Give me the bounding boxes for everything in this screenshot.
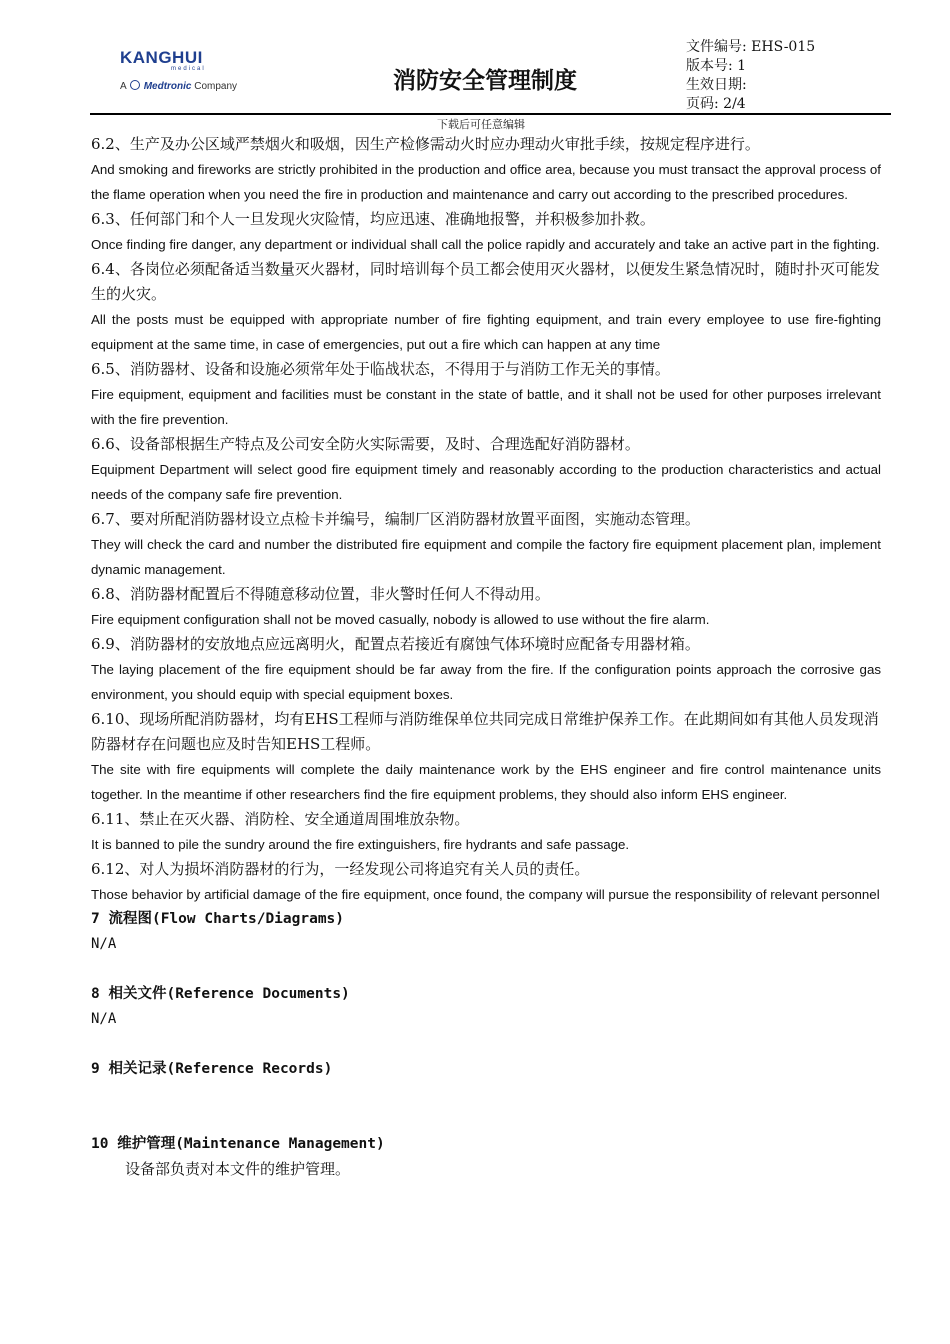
- spacer: [91, 957, 881, 982]
- clause-en: Fire equipment, equipment and facilities must be constant in the state of battle, and it shall not be used for other purposes irrelevant with the fire prevention.: [91, 387, 881, 427]
- clause-zh: 6.7、要对所配消防器材设立点检卡并编号，编制厂区消防器材放置平面图，实施动态管理。: [91, 510, 700, 528]
- logo-tagline: [120, 80, 237, 92]
- spacer: [91, 1032, 881, 1057]
- section-7-body: N/A: [91, 936, 117, 952]
- section-10-body: 设备部负责对本文件的维护管理。: [125, 1160, 351, 1178]
- clause-en: The laying placement of the fire equipment should be far away from the fire. If the configuration points approach the corrosive gas environment, you should equip with special equipment boxes.: [91, 662, 881, 702]
- section-7-title: 7 流程图(Flow Charts/Diagrams): [91, 911, 345, 927]
- page-header: [0, 0, 950, 131]
- logo-tagline-suffix: Company: [194, 81, 238, 92]
- logo-sub: medical: [171, 66, 206, 72]
- logo-tagline-brand: Medtronic: [143, 81, 192, 92]
- spacer: [91, 1107, 881, 1132]
- clause-zh: 6.12、对人为损坏消防器材的行为，一经发现公司将追究有关人员的责任。: [91, 860, 590, 878]
- section-8-body: N/A: [91, 1011, 117, 1027]
- document-meta: [686, 38, 815, 114]
- clause-en: All the posts must be equipped with appropriate number of fire fighting equipment, and train every employee to use fire-fighting equipment at the same time, in case of emergencies, put out a fire which can happen at any time: [91, 312, 881, 352]
- clause-zh: 6.2、生产及办公区域严禁烟火和吸烟，因生产检修需动火时应办理动火审批手续，按规定程序进行。: [91, 135, 760, 153]
- header-divider: [90, 113, 891, 115]
- clause-en: It is banned to pile the sundry around the fire extinguishers, fire hydrants and safe passage.: [91, 837, 630, 852]
- clause-zh: 6.9、消防器材的安放地点应远离明火，配置点若接近有腐蚀气体环境时应配备专用器材箱。: [91, 635, 700, 653]
- clause-zh: 6.10、现场所配消防器材，均有EHS工程师与消防维保单位共同完成日常维护保养工作。在此期间如有其他人员发现消防器材存在问题也应及时告知EHS工程师。: [91, 710, 879, 753]
- document-title: 消防安全管理制度: [393, 68, 577, 94]
- section-8-title: 8 相关文件(Reference Documents): [91, 986, 350, 1002]
- clause-en: The site with fire equipments will complete the daily maintenance work by the EHS engineer and fire control maintenance units together. In the meantime if other researchers find the fire equipment problems, they should also inform EHS engineer.: [91, 762, 881, 802]
- doc-version: 版本号: 1: [686, 58, 747, 74]
- clause-zh: 6.4、各岗位必须配备适当数量灭火器材，同时培训每个员工都会使用灭火器材，以便发生紧急情况时，随时扑灭可能发生的火灾。: [91, 260, 880, 303]
- clause-en: Those behavior by artificial damage of the fire equipment, once found, the company will pursue the responsibility of relevant personnel: [91, 887, 880, 902]
- clause-en: Once finding fire danger, any department or individual shall call the police rapidly and accurately and take an active part in the fighting.: [91, 237, 880, 252]
- section-10-title: 10 维护管理(Maintenance Management): [91, 1136, 385, 1152]
- section-9-title: 9 相关记录(Reference Records): [91, 1061, 333, 1077]
- clause-zh: 6.3、任何部门和个人一旦发现火灾险情，均应迅速、准确地报警，并积极参加扑救。: [91, 210, 655, 228]
- clause-zh: 6.6、设备部根据生产特点及公司安全防火实际需要，及时、合理选配好消防器材。: [91, 435, 640, 453]
- clause-zh: 6.8、消防器材配置后不得随意移动位置，非火警时任何人不得动用。: [91, 585, 550, 603]
- company-logo: [120, 48, 270, 98]
- document-body: [91, 132, 881, 1182]
- medtronic-icon: [130, 80, 140, 90]
- doc-number: 文件编号: EHS-015: [686, 39, 816, 55]
- doc-effective-date: 生效日期:: [686, 77, 747, 93]
- clause-en: They will check the card and number the distributed fire equipment and compile the factory fire equipment placement plan, implement dynamic management.: [91, 537, 881, 577]
- clause-zh: 6.11、禁止在灭火器、消防栓、安全通道周围堆放杂物。: [91, 810, 470, 828]
- doc-page-number: 页码: 2/4: [686, 96, 746, 112]
- clause-en: And smoking and fireworks are strictly prohibited in the production and office area, because you must transact the approval process of the flame operation when you need the fire in production and maintenance and carry out according to the prescribed procedures.: [91, 162, 881, 202]
- watermark-text: 下载后可任意编辑: [437, 118, 525, 131]
- clause-en: Equipment Department will select good fire equipment timely and reasonably according to the production characteristics and actual needs of the company safe fire prevention.: [91, 462, 881, 502]
- spacer: [91, 1082, 881, 1107]
- logo-tagline-prefix: A: [120, 81, 127, 92]
- clause-en: Fire equipment configuration shall not be moved casually, nobody is allowed to use without the fire alarm.: [91, 612, 710, 627]
- logo-brand: KANGHUI: [120, 48, 203, 67]
- clause-zh: 6.5、消防器材、设备和设施必须常年处于临战状态，不得用于与消防工作无关的事情。: [91, 360, 670, 378]
